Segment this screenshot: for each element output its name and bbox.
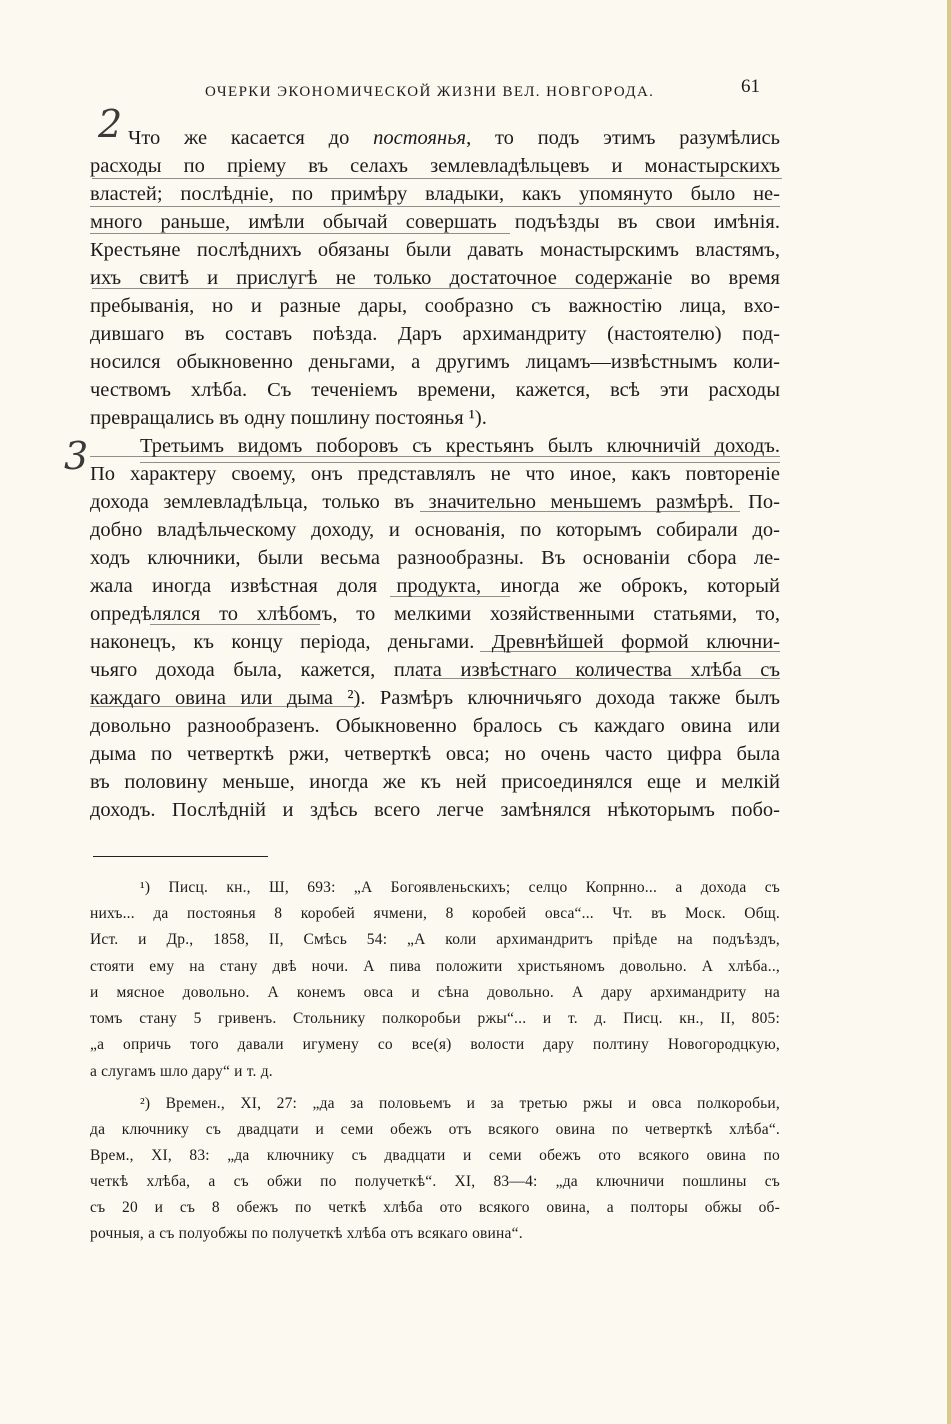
footnote-line: стояти ему на стану двѣ ночи. А пива положити христьяномъ довольно. А хлѣба.., (90, 958, 780, 975)
text-line: доходъ. Послѣдній и здѣсь всего легче замѣнялся нѣкоторымъ побо- (90, 799, 780, 821)
text-line: властей; послѣдніе, по примѣру владыки, какъ упомянуто было не- (90, 183, 780, 205)
text-line: опредѣлялся то хлѣбомъ, то мелкими хозяйственными статьями, то, (90, 603, 780, 625)
italic-term: постоянья (373, 127, 467, 149)
footnote-line: Ист. и Др., 1858, II, Смѣсь 54: „А коли архимандритъ пріѣде на подъѣздъ, (90, 931, 780, 948)
footnote-line: ¹) Писц. кн., Ш, 693: „А Богоявленьскихъ; селцо Копрнно... а дохода съ (140, 879, 780, 896)
margin-mark-2: 2 (98, 102, 123, 146)
text-line: чествомъ хлѣба. Съ теченіемъ времени, кажется, всѣ эти расходы (90, 379, 780, 401)
footnote-line: и мясное довольно. А конемъ овса и сѣна довольно. А дару архимандриту на (90, 984, 780, 1001)
footnote-line: четкѣ хлѣба, а съ обжи по получеткѣ“. XI, 83—4: „да ключничи пошлины съ (90, 1173, 780, 1190)
footnote-line: да ключнику съ двадцати и семи обежъ отъ всякого овина по четверткѣ хлѣба“. (90, 1121, 780, 1138)
text-line: каждаго овина или дыма ²). Размѣръ ключничьяго дохода также былъ (90, 687, 780, 709)
text-line: въ половину меньше, иногда же къ ней присоединялся еще и мелкій (90, 771, 780, 793)
footnote-line: нихъ... да постоянья 8 коробей ячмени, 8 коробей овса“... Чт. въ Моск. Общ. (90, 905, 780, 922)
text-line: много раньше, имѣли обычай совершать подъѣзды въ свои имѣнія. (90, 211, 780, 233)
page-edge (947, 0, 951, 1424)
page-header (205, 76, 760, 106)
footnote-line: ²) Времен., XI, 27: „да за половьемъ и за третью ржы и овса полкоробьи, (140, 1095, 780, 1112)
text-line: ихъ свитѣ и прислугѣ не только достаточное содержаніе во время (90, 267, 780, 289)
text-line: ходъ ключники, были весьма разнообразны. Въ основаніи сбора ле- (90, 547, 780, 569)
page-number: 61 (741, 76, 760, 97)
text-line: Что же касается до постоянья, то подъ этимъ разумѣлись (128, 127, 780, 149)
text-line: превращались въ одну пошлину постоянья ¹). (90, 407, 487, 429)
text-line: расходы по пріему въ селахъ землевладѣльцевъ и монастырскихъ (90, 155, 780, 177)
text-line: Крестьяне послѣднихъ обязаны были давать монастырскимъ властямъ, (90, 239, 780, 261)
footnote-rule (93, 856, 268, 857)
text-line: добно владѣльческому доходу, и основанія, по которымъ собирали до- (90, 519, 780, 541)
footnote-line: Врем., XI, 83: „да ключнику съ двадцати и семи обежъ ото всякого овина по (90, 1147, 780, 1164)
footnote-line: „а опричь того давали игумену со все(я) волости дару полтину Новогородцкую, (90, 1036, 780, 1053)
running-head: ОЧЕРКИ ЭКОНОМИЧЕСКОЙ ЖИЗНИ ВЕЛ. НОВГОРОДА. (205, 84, 655, 100)
footnote-line: а слугамъ шло дару“ и т. д. (90, 1063, 273, 1080)
footnote-line: съ 20 и съ 8 обежъ по четкѣ хлѣба ото всякого овина, а полторы обжы об- (90, 1199, 780, 1216)
text-line: носился обыкновенно деньгами, а другимъ лицамъ—извѣстнымъ коли- (90, 351, 780, 373)
text-line: пребыванія, но и разные дары, сообразно съ важностію лица, вхо- (90, 295, 780, 317)
text-line: жала иногда извѣстная доля продукта, иногда же оброкъ, который (90, 575, 780, 597)
text-line: чьяго дохода была, кажется, плата извѣстнаго количества хлѣба съ (90, 659, 780, 681)
text-line: дохода землевладѣльца, только въ значительно меньшемъ размѣрѣ. По- (90, 491, 780, 513)
text-line: По характеру своему, онъ представлялъ не что иное, какъ повтореніе (90, 463, 780, 485)
margin-mark-3: 3 (64, 434, 89, 478)
text-line: наконецъ, къ концу періода, деньгами. Древнѣйшей формой ключни- (90, 631, 780, 653)
text-line: довольно разнообразенъ. Обыкновенно бралось съ каждаго овина или (90, 715, 780, 737)
text-line: Третьимъ видомъ поборовъ съ крестьянъ былъ ключничій доходъ. (140, 435, 780, 457)
text-line: дившаго въ составъ поѣзда. Даръ архимандриту (настоятелю) под- (90, 323, 780, 345)
footnote-line: томъ стану 5 гривенъ. Стольнику полкоробьи ржы“... и т. д. Писц. кн., II, 805: (90, 1010, 780, 1027)
footnote-line: рочныя, а съ полуобжы по получеткѣ хлѣба отъ всякаго овина“. (90, 1225, 523, 1242)
text-line: дыма по четверткѣ ржи, четверткѣ овса; но очень часто цифра была (90, 743, 780, 765)
